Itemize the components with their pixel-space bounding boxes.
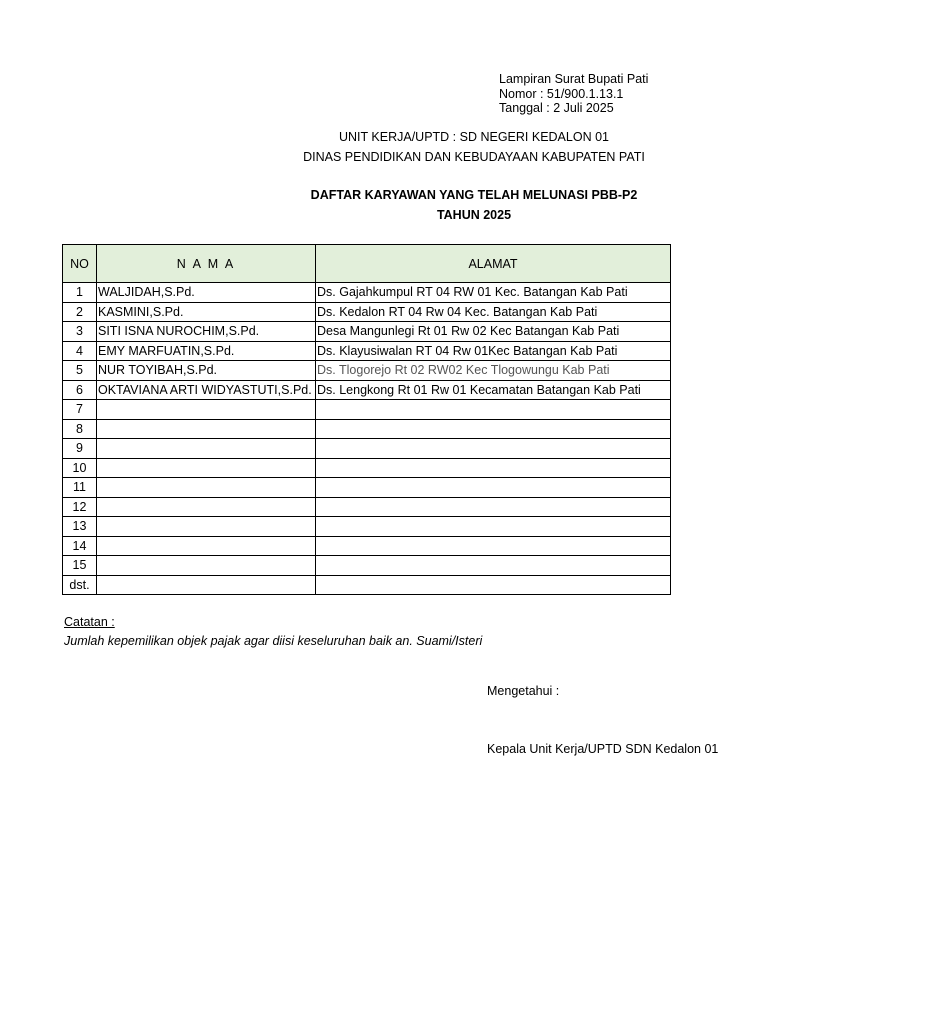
document-title: DAFTAR KARYAWAN YANG TELAH MELUNASI PBB-P2	[310, 188, 638, 202]
row-name	[97, 478, 316, 498]
row-name	[97, 419, 316, 439]
row-address: Ds. Gajahkumpul RT 04 RW 01 Kec. Batangan Kab Pati	[316, 283, 671, 303]
row-name	[97, 536, 316, 556]
notes-label: Catatan :	[64, 615, 115, 629]
table-row	[63, 478, 671, 498]
table-row	[63, 536, 671, 556]
row-name: SITI ISNA NUROCHIM,S.Pd.	[97, 322, 316, 342]
row-number: 5	[63, 361, 97, 381]
table-header-row	[63, 245, 671, 283]
row-number: dst.	[63, 575, 97, 595]
table-row	[63, 575, 671, 595]
table-row	[63, 341, 671, 361]
row-name: WALJIDAH,S.Pd.	[97, 283, 316, 303]
row-name	[97, 575, 316, 595]
row-name	[97, 400, 316, 420]
row-address	[316, 458, 671, 478]
row-number: 2	[63, 302, 97, 322]
table-row	[63, 380, 671, 400]
row-number: 1	[63, 283, 97, 303]
column-header-name: N A M A	[97, 245, 316, 283]
notes-text: Jumlah kepemilikan objek pajak agar diisi keseluruhan baik an. Suami/Isteri	[64, 634, 483, 648]
table-row	[63, 517, 671, 537]
row-number: 9	[63, 439, 97, 459]
row-number: 14	[63, 536, 97, 556]
row-address	[316, 575, 671, 595]
table-row	[63, 302, 671, 322]
signatory-title: Kepala Unit Kerja/UPTD SDN Kedalon 01	[487, 742, 719, 756]
table-row	[63, 400, 671, 420]
row-name: EMY MARFUATIN,S.Pd.	[97, 341, 316, 361]
table-row	[63, 283, 671, 303]
table-row	[63, 556, 671, 576]
row-address: Ds. Klayusiwalan RT 04 Rw 01Kec Batangan Kab Pati	[316, 341, 671, 361]
row-address: Ds. Tlogorejo Rt 02 RW02 Kec Tlogowungu Kab Pati	[316, 361, 671, 381]
column-header-no: NO	[63, 245, 97, 283]
row-name: NUR TOYIBAH,S.Pd.	[97, 361, 316, 381]
acknowledge-label: Mengetahui :	[487, 684, 560, 698]
row-address	[316, 497, 671, 517]
row-number: 15	[63, 556, 97, 576]
table-row	[63, 497, 671, 517]
attachment-number: Nomor : 51/900.1.13.1	[499, 86, 624, 101]
row-address: Ds. Lengkong Rt 01 Rw 01 Kecamatan Batangan Kab Pati	[316, 380, 671, 400]
table-row	[63, 439, 671, 459]
table-row	[63, 419, 671, 439]
attachment-line: Lampiran Surat Bupati Pati	[499, 72, 649, 86]
attachment-block	[499, 72, 648, 116]
row-name	[97, 497, 316, 517]
document-year: TAHUN 2025	[436, 208, 512, 222]
row-number: 8	[63, 419, 97, 439]
row-number: 13	[63, 517, 97, 537]
row-address	[316, 556, 671, 576]
row-name: OKTAVIANA ARTI WIDYASTUTI,S.Pd.	[97, 380, 316, 400]
row-name	[97, 517, 316, 537]
row-number: 4	[63, 341, 97, 361]
row-address	[316, 517, 671, 537]
row-number: 11	[63, 478, 97, 498]
row-address: Ds. Kedalon RT 04 Rw 04 Kec. Batangan Kab Pati	[316, 302, 671, 322]
row-address: Desa Mangunlegi Rt 01 Rw 02 Kec Batangan Kab Pati	[316, 322, 671, 342]
employee-table	[62, 244, 671, 595]
row-number: 6	[63, 380, 97, 400]
table-row	[63, 458, 671, 478]
row-address	[316, 400, 671, 420]
row-number: 7	[63, 400, 97, 420]
row-address	[316, 536, 671, 556]
row-address	[316, 419, 671, 439]
unit-heading: UNIT KERJA/UPTD : SD NEGERI KEDALON 01	[339, 130, 609, 144]
row-number: 10	[63, 458, 97, 478]
row-name	[97, 458, 316, 478]
row-number: 3	[63, 322, 97, 342]
table-row	[63, 361, 671, 381]
row-name: KASMINI,S.Pd.	[97, 302, 316, 322]
column-header-address: ALAMAT	[316, 245, 671, 283]
row-name	[97, 556, 316, 576]
table-row	[63, 322, 671, 342]
row-name	[97, 439, 316, 459]
row-number: 12	[63, 497, 97, 517]
row-address	[316, 478, 671, 498]
row-address	[316, 439, 671, 459]
attachment-date: Tanggal : 2 Juli 2025	[499, 101, 614, 115]
department-heading: DINAS PENDIDIKAN DAN KEBUDAYAAN KABUPATEN PATI	[303, 150, 645, 164]
